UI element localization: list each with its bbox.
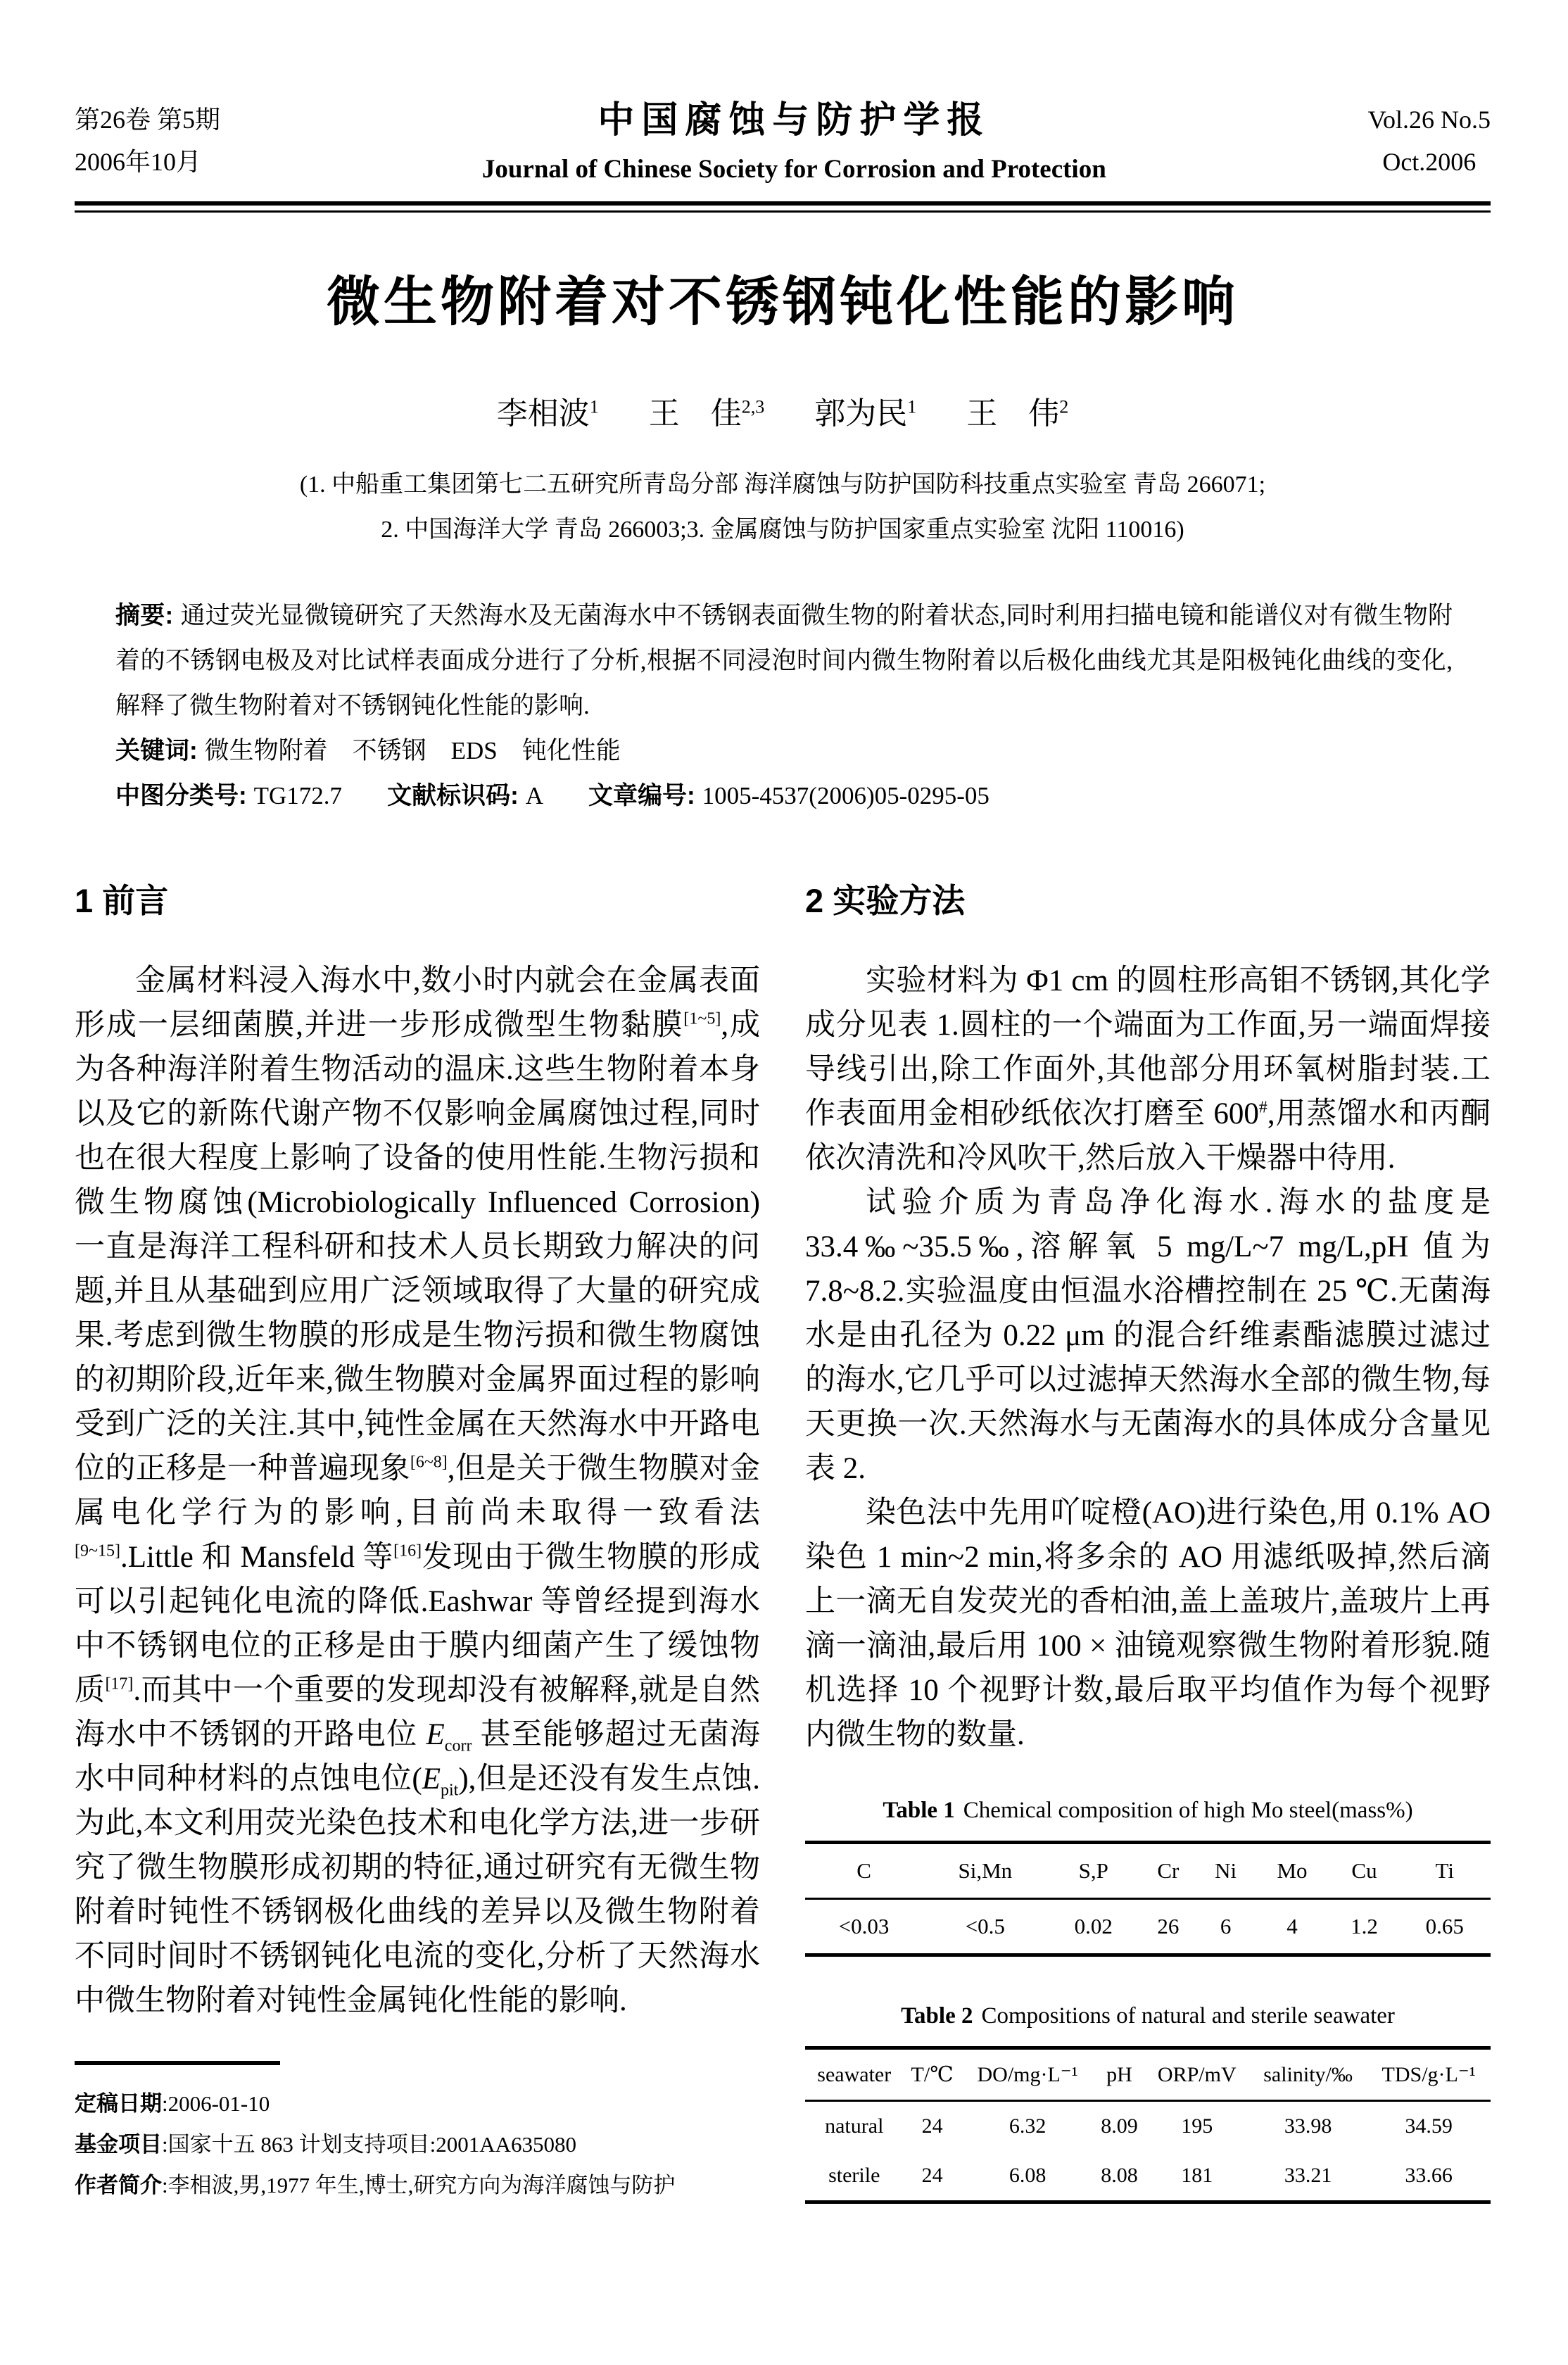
superscript-ref: # — [1258, 1098, 1267, 1117]
classification-line — [115, 774, 1453, 819]
table-cell: T/℃ — [911, 2063, 954, 2086]
table-cell: natural — [825, 2114, 884, 2138]
table-cell: 33.21 — [1284, 2164, 1332, 2187]
abstract-paragraph — [115, 593, 1453, 729]
table-cell: 34.59 — [1405, 2114, 1453, 2138]
author-2 — [649, 396, 765, 431]
footnote-received-text: :2006-01-10 — [162, 2091, 270, 2116]
table-cell: <0.5 — [965, 1914, 1005, 1938]
author-4-affmark: 2 — [1059, 396, 1069, 417]
journal-title-en: Journal of Chinese Society for Corrosion and Protection — [481, 155, 1106, 184]
keywords-label: 关键词: — [115, 737, 198, 764]
table-cell: 8.08 — [1101, 2164, 1138, 2187]
table-2-caption-text: Compositions of natural and sterile seawater — [981, 2003, 1395, 2029]
author-1 — [497, 396, 599, 431]
table-cell: S,P — [1078, 1858, 1108, 1883]
subscript: corr — [444, 1736, 472, 1755]
two-column-body — [75, 875, 1491, 2206]
table-cell: 0.65 — [1425, 1914, 1464, 1938]
article-title: 微生物附着对不锈钢钝化性能的影响 — [327, 272, 1239, 332]
table-cell: Cu — [1351, 1858, 1377, 1883]
table-cell: 195 — [1181, 2114, 1213, 2138]
doc-code-label: 文献标识码: — [387, 782, 519, 809]
section-2-paragraph-1: 实验材料为 Φ1 cm 的圆柱形高钼不锈钢,其化学成分见表 1.圆柱的一个端面为工作面,另一端面焊接导线引出,除工作面外,其他部分用环氧树脂封装.工作表面用金相砂纸依次打磨至 600#,用蒸馏水和丙酮依次清洗和冷风吹干,然后放入干燥器中待用. — [805, 964, 1491, 1175]
table-2-data-row-natural — [805, 2101, 1491, 2152]
table-cell: 33.98 — [1284, 2114, 1332, 2138]
table-cell: 4 — [1286, 1914, 1298, 1938]
affiliation-line-1: (1. 中船重工集团第七二五研究所青岛分部 海洋腐蚀与防护国防科技重点实验室 青岛 266071; — [299, 472, 1266, 498]
section-1-paragraph: 金属材料浸入海水中,数小时内就会在金属表面形成一层细菌膜,并进一步形成微型生物黏膜[1~5],成为各种海洋附着生物活动的温床.这些生物附着本身以及它的新陈代谢产物不仅影响金属腐蚀过程,同时也在很大程度上影响了设备的使用性能.生物污损和微生物腐蚀(Microbiologically Influenced Corrosion)一直是海洋工程科研和技术人员长期致力解决的问题,并且从基础到应用广泛领域取得了大量的研究成果.考虑到微生物膜的形成是生物污损和微生物腐蚀的初期阶段,近年来,微生物膜对金属界面过程的影响受到广泛的关注.其中,钝性金属在天然海水中开路电位的正移是一种普遍现象[6~8],但是关于微生物膜对金属电化学行为的影响,目前尚未取得一致看法[9~15].Little 和 Mansfeld 等[16]发现由于微生物膜的形成可以引起钝化电流的降低.Eashwar 等曾经提到海水中不锈钢电位的正移是由于膜内细菌产生了缓蚀物质[17].而其中一个重要的发现却没有被解释,就是自然海水中不锈钢的开路电位 $E_{corr}$ 甚至能够超过无菌海水中同种材料的点蚀电位$(E_{pit})$,但是还没有发生点蚀.为此,本文利用荧光染色技术和电化学方法,进一步研究了微生物膜形成初期的特征,通过研究有无微生物附着时钝性不锈钢极化曲线的差异以及微生物附着不同时间时不锈钢钝化电流的变化,分析了天然海水中微生物附着对钝性金属钝化性能的影响. — [75, 964, 761, 2017]
issue-date-cn: 2006年10月 — [75, 148, 202, 176]
author-3-name: 郭为民 — [814, 396, 908, 431]
issue-info-cn — [75, 90, 220, 183]
keywords-text: 微生物附着 不锈钢 EDS 钝化性能 — [204, 737, 621, 764]
table-cell: TDS/g·L⁻¹ — [1382, 2063, 1476, 2086]
table-cell: Cr — [1157, 1858, 1180, 1883]
journal-title-cn: 中国腐蚀与防护学报 — [598, 101, 991, 141]
journal-name-block — [220, 90, 1368, 184]
footnote-received-label: 定稿日期 — [75, 2091, 162, 2116]
header-rule-thick — [75, 201, 1491, 206]
table-cell: salinity/‰ — [1263, 2062, 1353, 2086]
table-cell: 1.2 — [1351, 1914, 1378, 1938]
doc-code-value: A — [525, 782, 543, 809]
footnote-fund-project — [75, 2124, 760, 2165]
author-3-affmark: 1 — [907, 396, 917, 417]
footnote-rule — [75, 2061, 280, 2065]
header-rule-thin — [75, 210, 1491, 213]
affiliations — [75, 462, 1491, 553]
author-1-affmark: 1 — [589, 396, 599, 417]
footnote-bio-text: :李相波,男,1977 年生,博士,研究方向为海洋腐蚀与防护 — [162, 2173, 676, 2197]
author-4-name: 王 伟 — [966, 396, 1060, 431]
author-4 — [966, 396, 1068, 431]
table-cell: <0.03 — [838, 1914, 890, 1938]
table-cell: 8.09 — [1101, 2114, 1138, 2138]
table-cell: Si,Mn — [958, 1858, 1013, 1883]
table-cell: ORP/mV — [1157, 2062, 1237, 2086]
footnote-fund-label: 基金项目 — [75, 2132, 162, 2157]
section-2-heading: 2 实验方法 — [805, 882, 966, 919]
article-id-value: 1005-4537(2006)05-0295-05 — [702, 782, 990, 809]
subscript: pit — [441, 1781, 459, 1800]
table-cell: Ni — [1215, 1858, 1237, 1883]
footnote-bio-label: 作者简介 — [75, 2173, 162, 2197]
table-cell: 0.02 — [1074, 1914, 1113, 1938]
table-cell: 26 — [1157, 1914, 1180, 1938]
volume-issue-en: Vol.26 No.5 — [1367, 106, 1491, 134]
affiliation-line-2: 2. 中国海洋大学 青岛 266003;3. 金属腐蚀与防护国家重点实验室 沈阳 110016) — [381, 517, 1184, 543]
superscript-ref: [17] — [105, 1675, 134, 1694]
keywords-line — [115, 729, 1453, 774]
superscript-ref: [1~5] — [683, 1009, 721, 1028]
abstract-block — [115, 593, 1453, 819]
table-cell: 6.08 — [1009, 2164, 1047, 2187]
table-cell: 24 — [921, 2114, 943, 2138]
footnote-fund-text: :国家十五 863 计划支持项目:2001AA635080 — [162, 2132, 576, 2157]
issue-info-en — [1368, 90, 1491, 183]
volume-issue-cn: 第26卷 第5期 — [75, 106, 221, 134]
table-cell: Ti — [1435, 1858, 1454, 1883]
author-2-affmark: 2,3 — [741, 396, 765, 417]
left-column — [75, 875, 760, 2206]
superscript-ref: [6~8] — [410, 1453, 448, 1472]
issue-date-en: Oct.2006 — [1382, 148, 1477, 176]
table-2-data-row-sterile — [805, 2151, 1491, 2202]
superscript-ref: [16] — [393, 1541, 422, 1560]
clc-value: TG172.7 — [253, 782, 343, 809]
table-2 — [805, 2046, 1491, 2204]
table-cell: 6.32 — [1009, 2114, 1047, 2138]
table-cell: pH — [1106, 2062, 1132, 2086]
table-1-block — [805, 1798, 1491, 1957]
table-cell: 6 — [1220, 1914, 1232, 1938]
journal-header — [75, 90, 1491, 184]
author-3 — [814, 396, 916, 431]
table-cell: 24 — [921, 2164, 943, 2187]
italic-symbol: E — [426, 1718, 445, 1751]
abstract-label: 摘要: — [115, 602, 174, 629]
table-2-block — [805, 2003, 1491, 2204]
table-cell: 33.66 — [1405, 2164, 1453, 2187]
table-2-header-row — [805, 2048, 1491, 2101]
footnote-received-date — [75, 2083, 760, 2124]
footnote-author-bio — [75, 2165, 760, 2206]
author-line — [75, 388, 1491, 433]
abstract-text: 通过荧光显微镜研究了天然海水及无菌海水中不锈钢表面微生物的附着状态,同时利用扫描电镜和能谱仪对有微生物附着的不锈钢电极及对比试样表面成分进行了分析,根据不同浸泡时间内微生物附着以后极化曲线尤其是阳极钝化曲线的变化,解释了微生物附着对不锈钢钝化性能的影响. — [115, 602, 1453, 719]
table-cell: DO/mg·L⁻¹ — [977, 2063, 1078, 2086]
table-1 — [805, 1841, 1491, 1957]
clc-label: 中图分类号: — [115, 782, 247, 809]
table-cell: seawater — [817, 2062, 892, 2086]
superscript-ref: [9~15] — [75, 1541, 120, 1560]
table-cell: 181 — [1181, 2164, 1213, 2187]
table-1-caption-text: Chemical composition of high Mo steel(mass%) — [963, 1798, 1413, 1823]
table-2-caption-label: Table 2 — [901, 2003, 973, 2029]
table-1-caption-label: Table 1 — [883, 1798, 955, 1823]
table-1-data-row — [805, 1899, 1491, 1955]
table-cell: Mo — [1277, 1858, 1308, 1883]
table-1-caption — [805, 1798, 1491, 1824]
table-2-caption — [805, 2003, 1491, 2029]
article-id-label: 文章编号: — [588, 782, 695, 809]
section-1-heading: 1 前言 — [75, 882, 169, 919]
section-2-paragraph-2: 试验介质为青岛净化海水.海水的盐度是 33.4‰~35.5‰,溶解氧 5 mg/L~7 mg/L,pH 值为 7.8~8.2.实验温度由恒温水浴槽控制在 25 ℃.无菌海水是由孔径为 0.22 μm 的混合纤维素酯滤膜过滤过的海水,它几乎可以过滤掉天然海水全部的微生物,每天更换一次.天然海水与无菌海水的具体成分含量见表 2. — [805, 1186, 1491, 1485]
table-1-header-row — [805, 1843, 1491, 1899]
table-cell: C — [856, 1858, 871, 1883]
author-1-name: 李相波 — [496, 396, 590, 431]
footnote-block — [75, 2061, 760, 2206]
right-column — [805, 875, 1491, 2206]
table-cell: sterile — [828, 2164, 880, 2187]
italic-symbol: E — [422, 1762, 441, 1796]
section-2-paragraph-3: 染色法中先用吖啶橙(AO)进行染色,用 0.1% AO 染色 1 min~2 min,将多余的 AO 用滤纸吸掉,然后滴上一滴无自发荧光的香柏油,盖上盖玻片,盖玻片上再滴一滴油,最后用 100 × 油镜观察微生物附着形貌.随机选择 10 个视野计数,最后取平均值作为每个视野内微生物的数量. — [805, 1496, 1491, 1751]
author-2-name: 王 佳 — [648, 396, 742, 431]
